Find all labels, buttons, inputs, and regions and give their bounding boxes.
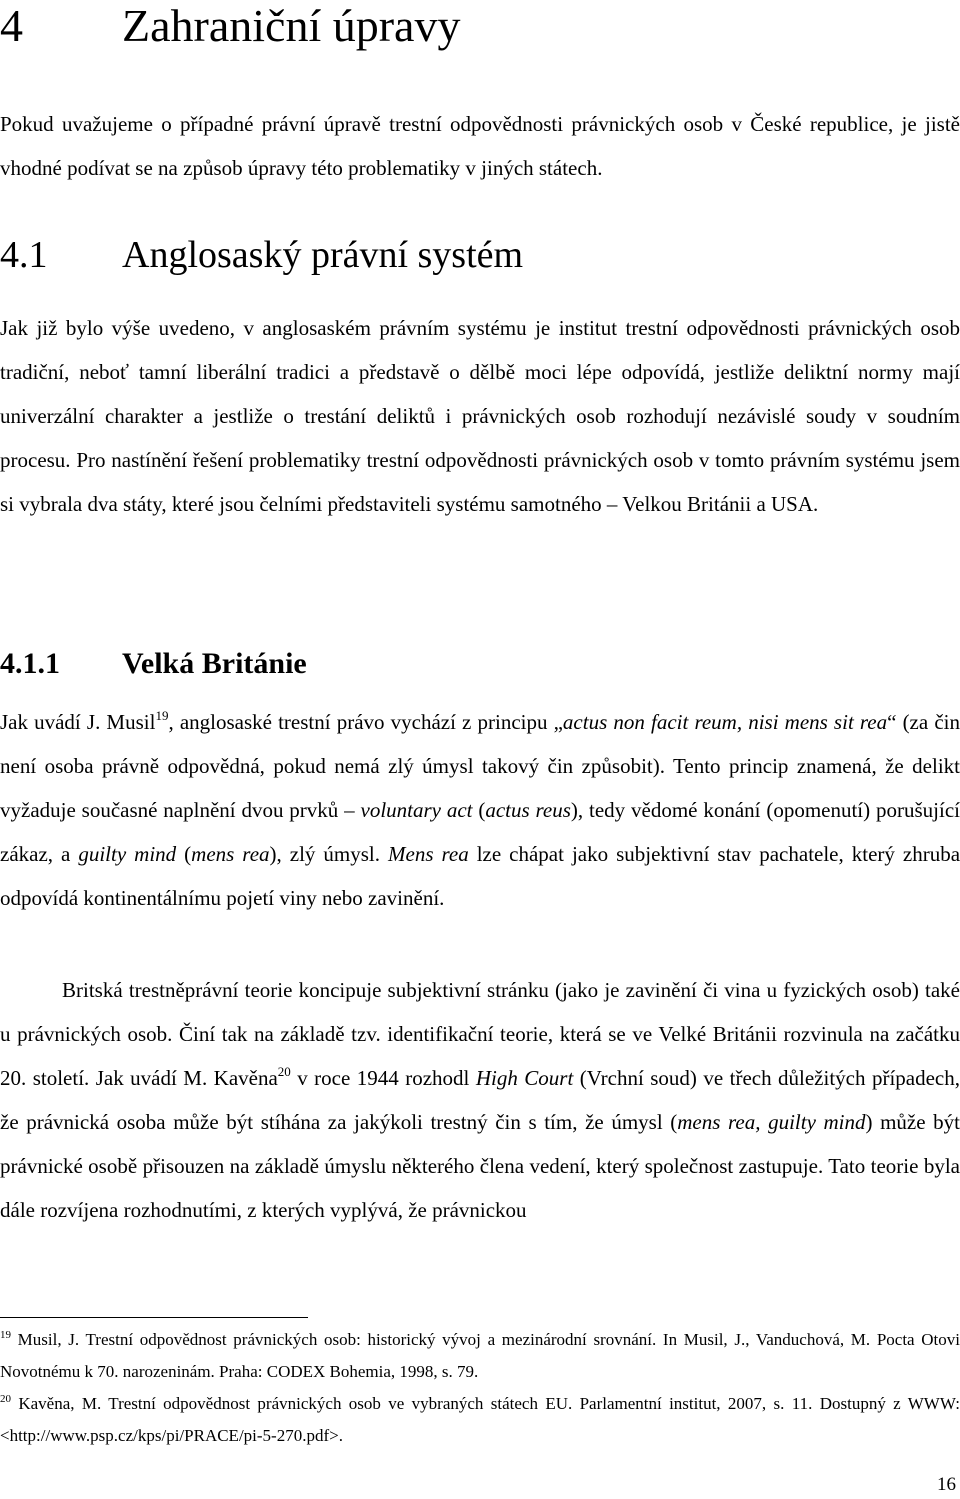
footnote-number: 20 — [0, 1393, 11, 1405]
footnote-separator — [0, 1317, 308, 1318]
section-heading — [0, 230, 960, 280]
text-run: Jak uvádí J. Musil — [0, 710, 156, 734]
text-run: ) může být právnické osobě přisouzen na základě úmyslu některého člena vedení, který společnost zastupuje. Tato teorie byla dále rozvíjena rozhodnutími, z kterých vyplývá, že právnickou — [0, 1110, 960, 1222]
text-run: ( — [176, 842, 192, 866]
section-number: 4.1 — [0, 234, 48, 276]
section-title: Anglosaský právní systém — [122, 234, 524, 276]
page-number: 16 — [937, 1474, 956, 1495]
text-run: Britská trestněprávní teorie koncipuje subjektivní stránku (jako je zavinění či vina u fyzických osob) také u právnických osob. Činí tak na základě tzv. identifikační teorie, která se ve Velké Británii rozvinula na začátku 20. století. Jak uvádí M. Kavěna — [0, 978, 960, 1090]
footnote-19 — [0, 1324, 960, 1388]
chapter-heading — [0, 0, 960, 54]
italic-term: actus reus — [485, 798, 571, 822]
text-run: ), tedy vědomé konání (opomenutí) porušující zákaz, a — [0, 798, 960, 866]
italic-term: voluntary act — [360, 798, 473, 822]
text-run: lze chápat jako subjektivní stav pachatele, který zhruba odpovídá kontinentálnímu pojetí viny nebo zavinění. — [0, 842, 960, 910]
footnote-number: 19 — [0, 1329, 11, 1341]
subsection-paragraph-2 — [0, 968, 960, 1232]
chapter-number: 4 — [0, 0, 23, 51]
text-run: “ (za čin není osoba právně odpovědná, pokud nemá zlý úmysl takový čin způsobit). Tento princip znamená, že delikt vyžaduje současné naplnění dvou prvků – — [0, 710, 960, 822]
footnote-20 — [0, 1388, 960, 1452]
footnote-text: Musil, J. Trestní odpovědnost právnických osob: historický vývoj a mezinárodní srovnání. In Musil, J., Vanduchová, M. Pocta Otovi Novotnému k 70. narozeninám. Praha: CODEX Bohemia, 1998, s. 79. — [0, 1330, 960, 1381]
text-run: (Vrchní soud) ve třech důležitých případech, že právnická osoba může být stíhána za jakýkoli trestný čin s tím, že úmysl ( — [0, 1066, 960, 1134]
chapter-intro-paragraph: Pokud uvažujeme o případné právní úpravě trestní odpovědnosti právnických osob v České republice, je jistě vhodné podívat se na způsob úpravy této problematiky v jiných státech. — [0, 112, 960, 180]
text-run: ), zlý úmysl. — [269, 842, 388, 866]
subsection-paragraph-1 — [0, 700, 960, 920]
section-paragraph: Jak již bylo výše uvedeno, v anglosaském právním systému je institut trestní odpovědnosti právnických osob tradiční, neboť tamní liberální tradici a představě o dělbě moci lépe odpovídá, jestliže deliktní normy mají univerzální charakter a jestliže o trestání deliktů i právnických osob rozhodují nezávislé soudy v soudním procesu. Pro nastínění řešení problematiky trestní odpovědnosti právnických osob v tomto právním systému jsem si vybrala dva státy, které jsou čelními představiteli systému samotného – Velkou Británii a USA. — [0, 316, 960, 516]
chapter-title: Zahraniční úpravy — [122, 0, 461, 51]
footnote-reference-20[interactable]: 20 — [277, 1064, 291, 1079]
subsection-number: 4.1.1 — [0, 647, 60, 680]
subsection-title: Velká Británie — [122, 647, 307, 680]
italic-term: mens rea, guilty mind — [677, 1110, 866, 1134]
italic-term: Mens rea — [388, 842, 469, 866]
text-run: , anglosaské trestní právo vychází z principu „ — [168, 710, 563, 734]
italic-term: mens rea — [191, 842, 270, 866]
subsection-heading — [0, 644, 960, 684]
italic-term: guilty mind — [78, 842, 177, 866]
italic-term: actus non facit reum, nisi mens sit rea — [562, 710, 888, 734]
italic-term: High Court — [475, 1066, 574, 1090]
footnote-text: Kavěna, M. Trestní odpovědnost právnických osob ve vybraných státech EU. Parlamentní institut, 2007, s. 11. Dostupný z WWW: <http://www.psp.cz/kps/pi/PRACE/pi-5-270.pdf>. — [0, 1394, 960, 1445]
text-run: v roce 1944 rozhodl — [290, 1066, 476, 1090]
footnotes — [0, 1324, 960, 1452]
text-run: ( — [472, 798, 486, 822]
footnote-reference-19[interactable]: 19 — [155, 708, 169, 723]
